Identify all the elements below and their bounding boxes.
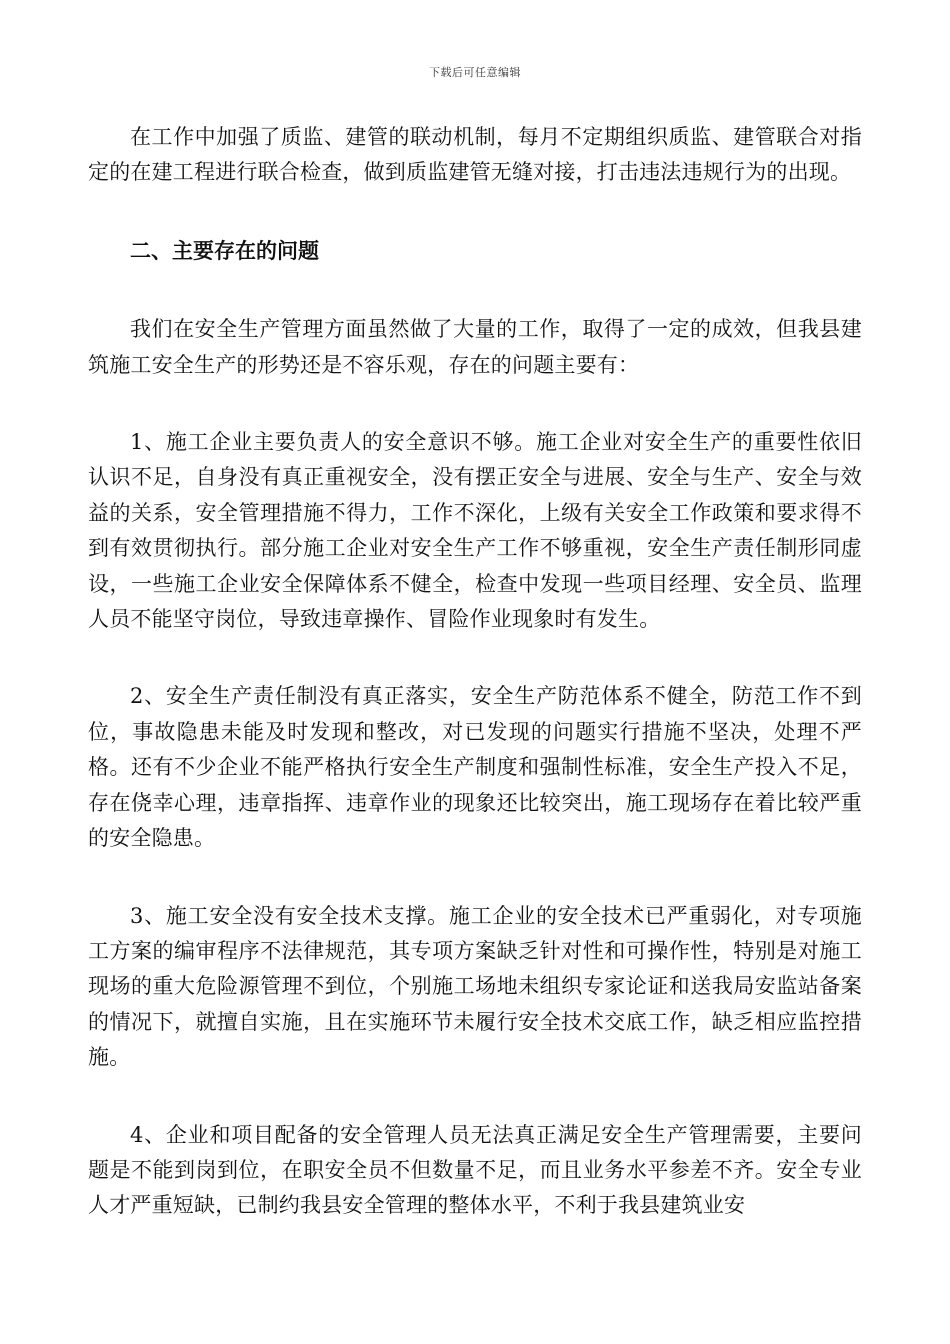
document-body <box>88 120 862 1224</box>
paragraph-problem-3: 3、施工安全没有安全技术支撑。施工企业的安全技术已严重弱化，对专项施工方案的编审程序不法律规范，其专项方案缺乏针对性和可操作性，特别是对施工现场的重大危险源管理不到位，个别施工场地未组织专家论证和送我局安监站备案的情况下，就擅自实施，且在实施环节未履行安全技术交底工作，缺乏相应监控措施。 <box>88 903 862 1070</box>
paragraph-intro-problems: 我们在安全生产管理方面虽然做了大量的工作，取得了一定的成效，但我县建筑施工安全生产的形势还是不容乐观，存在的问题主要有： <box>88 317 862 377</box>
paragraph-problem-1: 1、施工企业主要负责人的安全意识不够。施工企业对安全生产的重要性依旧认识不足，自身没有真正重视安全，没有摆正安全与进展、安全与生产、安全与效益的关系，安全管理措施不得力，工作不深化，上级有关安全工作政策和要求得不到有效贯彻执行。部分施工企业对安全生产工作不够重视，安全生产责任制形同虚设，一些施工企业安全保障体系不健全，检查中发现一些项目经理、安全员、监理人员不能坚守岗位，导致违章操作、冒险作业现象时有发生。 <box>88 430 862 632</box>
page-header: 下载后可任意编辑 <box>429 66 521 79</box>
paragraph-problem-4: 4、企业和项目配备的安全管理人员无法真正满足安全生产管理需要，主要问题是不能到岗到位，在职安全员不但数量不足，而且业务水平参差不齐。安全专业人才严重短缺，已制约我县安全管理的整体水平，不利于我县建筑业安 <box>88 1122 862 1218</box>
section-heading-main-problems: 二、主要存在的问题 <box>130 237 319 263</box>
paragraph-joint-inspection: 在工作中加强了质监、建管的联动机制，每月不定期组织质监、建管联合对指定的在建工程进行联合检查，做到质监建管无缝对接，打击违法违规行为的出现。 <box>88 125 862 185</box>
paragraph-problem-2: 2、安全生产责任制没有真正落实，安全生产防范体系不健全，防范工作不到位，事故隐患未能及时发现和整改，对已发现的问题实行措施不坚决，处理不严格。还有不少企业不能严格执行安全生产制度和强制性标准，安全生产投入不足，存在侥幸心理，违章指挥、违章作业的现象还比较突出，施工现场存在着比较严重的安全隐患。 <box>88 684 862 851</box>
